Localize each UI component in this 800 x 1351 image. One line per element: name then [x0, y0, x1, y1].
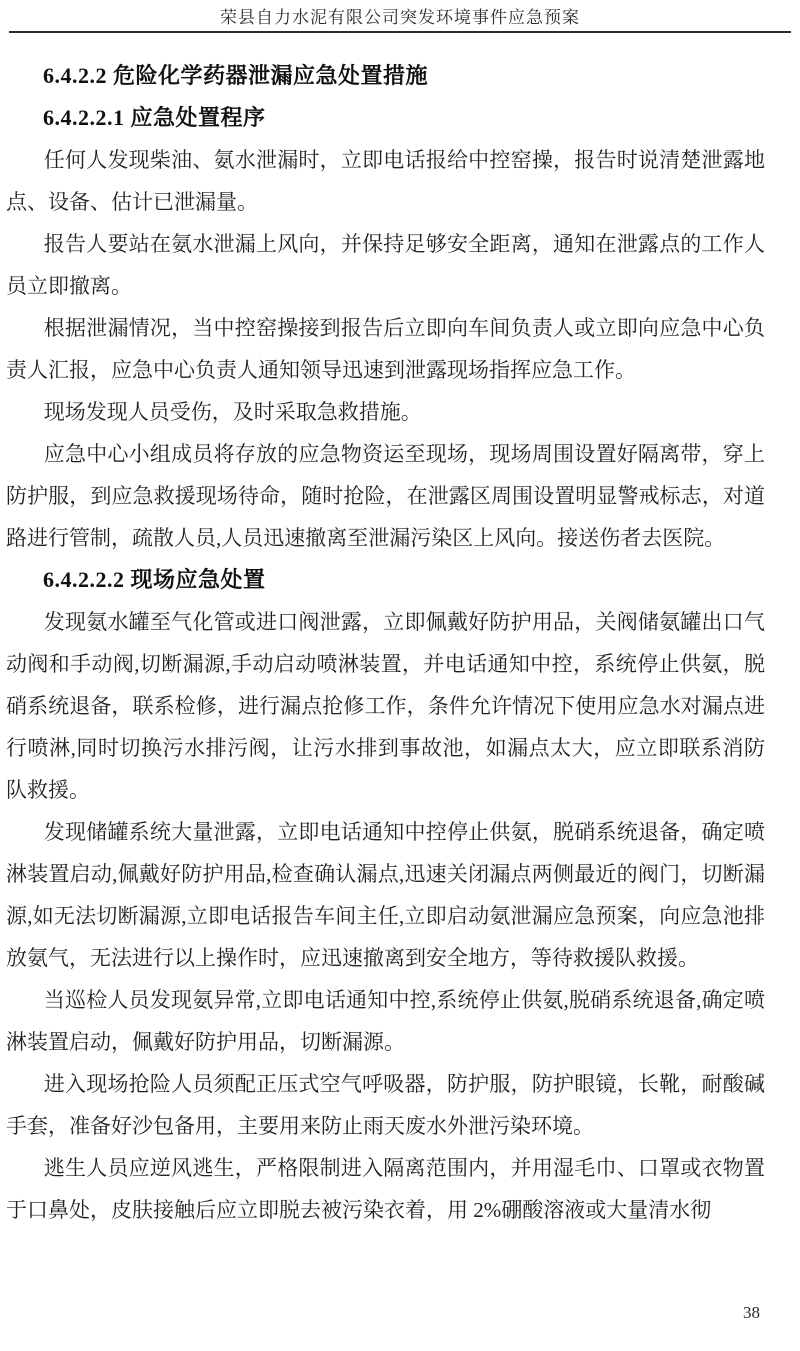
paragraph-emergency-team-setup: 应急中心小组成员将存放的应急物资运至现场，现场周围设置好隔离带，穿上防护服，到应急救援现场待命，随时抢险，在泄露区周围设置明显警戒标志，对道路进行管制，疏散人员,人员迅速撤离至泄漏污染区上风向。接送伤者去医院。 — [6, 442, 765, 550]
section-heading-6-4-2-2: 6.4.2.2 危险化学药器泄漏应急处置措施 — [43, 63, 429, 88]
section-heading-6-4-2-2-2: 6.4.2.2.2 现场应急处置 — [43, 567, 266, 592]
paragraph-rescuer-equipment: 进入现场抢险人员须配正压式空气呼吸器，防护服，防护眼镜，长靴，耐酸碱手套，准备好沙包备用，主要用来防止雨天废水外泄污染环境。 — [6, 1072, 765, 1138]
paragraph-patrol-abnormal: 当巡检人员发现氨异常,立即电话通知中控,系统停止供氨,脱硝系统退备,确定喷淋装置启动，佩戴好防护用品，切断漏源。 — [6, 988, 765, 1054]
document-header-title: 荣县自力水泥有限公司突发环境事件应急预案 — [220, 8, 580, 27]
document-body — [0, 33, 800, 1231]
page-number: 38 — [743, 1303, 760, 1322]
paragraph-control-room-report: 根据泄漏情况，当中控窑操接到报告后立即向车间负责人或立即向应急中心负责人汇报，应急中心负责人通知领导迅速到泄露现场指挥应急工作。 — [6, 316, 765, 382]
paragraph-first-aid: 现场发现人员受伤，及时采取急救措施。 — [43, 400, 422, 424]
paragraph-reporter-position: 报告人要站在氨水泄漏上风向，并保持足够安全距离，通知在泄露点的工作人员立即撤离。 — [6, 232, 765, 298]
page-header — [0, 0, 800, 33]
paragraph-valve-leak-response: 发现氨水罐至气化管或进口阀泄露，立即佩戴好防护用品，关阀储氨罐出口气动阀和手动阀,切断漏源,手动启动喷淋装置，并电话通知中控，系统停止供氨，脱硝系统退备，联系检修，进行漏点抢修工作，条件允许情况下使用应急水对漏点进行喷淋,同时切换污水排污阀，让污水排到事故池，如漏点太大，应立即联系消防队救援。 — [6, 610, 765, 802]
paragraph-escape-guidance: 逃生人员应逆风逃生，严格限制进入隔离范围内，并用湿毛巾、口罩或衣物置于口鼻处，皮肤接触后应立即脱去被污染衣着，用 2%硼酸溶液或大量清水彻 — [6, 1156, 765, 1222]
paragraph-tank-leak-response: 发现储罐系统大量泄露，立即电话通知中控停止供氨，脱硝系统退备，确定喷淋装置启动,佩戴好防护用品,检查确认漏点,迅速关闭漏点两侧最近的阀门，切断漏源,如无法切断漏源,立即电话报告车间主任,立即启动氨泄漏应急预案，向应急池排放氨气，无法进行以上操作时，应迅速撤离到安全地方，等待救援队救援。 — [6, 820, 765, 970]
paragraph-report-leak: 任何人发现柴油、氨水泄漏时，立即电话报给中控窑操，报告时说清楚泄露地点、设备、估计已泄漏量。 — [6, 148, 765, 214]
section-heading-6-4-2-2-1: 6.4.2.2.1 应急处置程序 — [43, 105, 266, 130]
